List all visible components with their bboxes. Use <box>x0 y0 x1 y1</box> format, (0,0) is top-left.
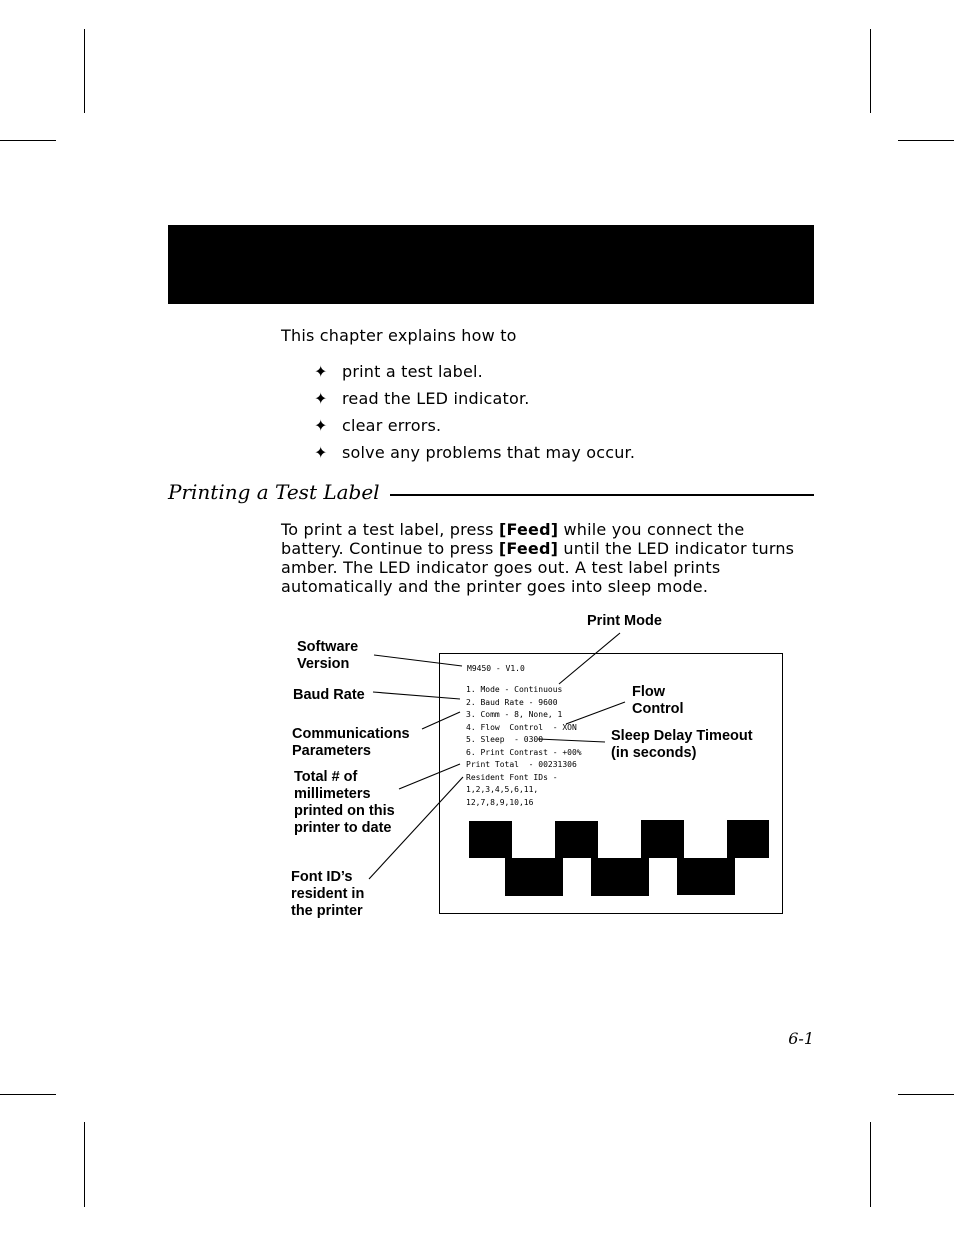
checkerboard-pattern <box>469 820 769 896</box>
callout-baud-rate: Baud Rate <box>293 687 365 703</box>
callout-communications-parameters: Communications Parameters <box>292 726 410 759</box>
list-item-text: read the LED indicator. <box>342 389 530 408</box>
label-header: M9450 - V1.0 <box>467 664 525 673</box>
callout-font-ids: Font ID’s resident in the printer <box>291 869 365 919</box>
paragraph-text: To print a test label, press <box>281 520 499 539</box>
pattern-block <box>505 858 563 896</box>
pattern-block <box>727 820 769 858</box>
pattern-block <box>469 821 512 858</box>
section-title: Printing a Test Label <box>168 480 380 504</box>
star-bullet-icon: ✦ <box>314 443 328 462</box>
callout-total-mm: Total # of millimeters printed on this printer to date <box>294 769 395 836</box>
leader-print-mode <box>559 633 620 684</box>
list-item-text: print a test label. <box>342 362 483 381</box>
label-line: 1. Mode - Continuous <box>466 685 563 694</box>
label-line: 1,2,3,4,5,6,11, <box>466 785 539 794</box>
intro-text: This chapter explains how to <box>281 326 517 345</box>
leader-comm-params <box>422 712 460 729</box>
star-bullet-icon: ✦ <box>314 362 328 381</box>
list-item-text: clear errors. <box>342 416 442 435</box>
label-line: 3. Comm - 8, None, 1 <box>466 710 563 719</box>
page-number: 6-1 <box>788 1029 814 1048</box>
leader-baud-rate <box>373 692 460 699</box>
paragraph-text: until the LED indicator turns amber. The LED indicator goes out. A test label prints automatically and the printer goes into sleep mode. <box>281 539 795 596</box>
callout-sleep-delay: Sleep Delay Timeout (in seconds) <box>611 728 753 761</box>
feed-key-label: [Feed] <box>498 520 559 539</box>
label-line: 5. Sleep - 0300 <box>466 735 544 744</box>
callout-print-mode: Print Mode <box>587 613 662 629</box>
leader-flow-control <box>566 702 625 724</box>
label-line: Resident Font IDs - <box>466 772 558 782</box>
pattern-block <box>641 820 684 858</box>
star-bullet-icon: ✦ <box>314 416 328 435</box>
list-item-text: solve any problems that may occur. <box>342 443 636 462</box>
pattern-block <box>555 821 598 858</box>
pattern-block <box>591 858 649 896</box>
star-bullet-icon: ✦ <box>314 389 328 408</box>
paragraph-text: while you connect the battery. Continue to press <box>281 520 745 558</box>
label-line: 4. Flow Control - XON <box>466 722 577 732</box>
callout-software-version: Software Version <box>297 639 359 672</box>
leader-total-mm <box>399 764 460 789</box>
leader-sleep-delay <box>538 739 605 742</box>
label-line: Print Total - 00231306 <box>466 760 577 769</box>
feed-key-label: [Feed] <box>498 539 559 558</box>
label-line: 2. Baud Rate - 9600 <box>466 697 558 707</box>
leader-software-version <box>374 655 462 666</box>
label-line: 12,7,8,9,10,16 <box>466 797 534 807</box>
callout-flow-control: Flow Control <box>632 684 684 717</box>
label-line: 6. Print Contrast - +00% <box>466 747 582 757</box>
pattern-block <box>677 858 735 895</box>
